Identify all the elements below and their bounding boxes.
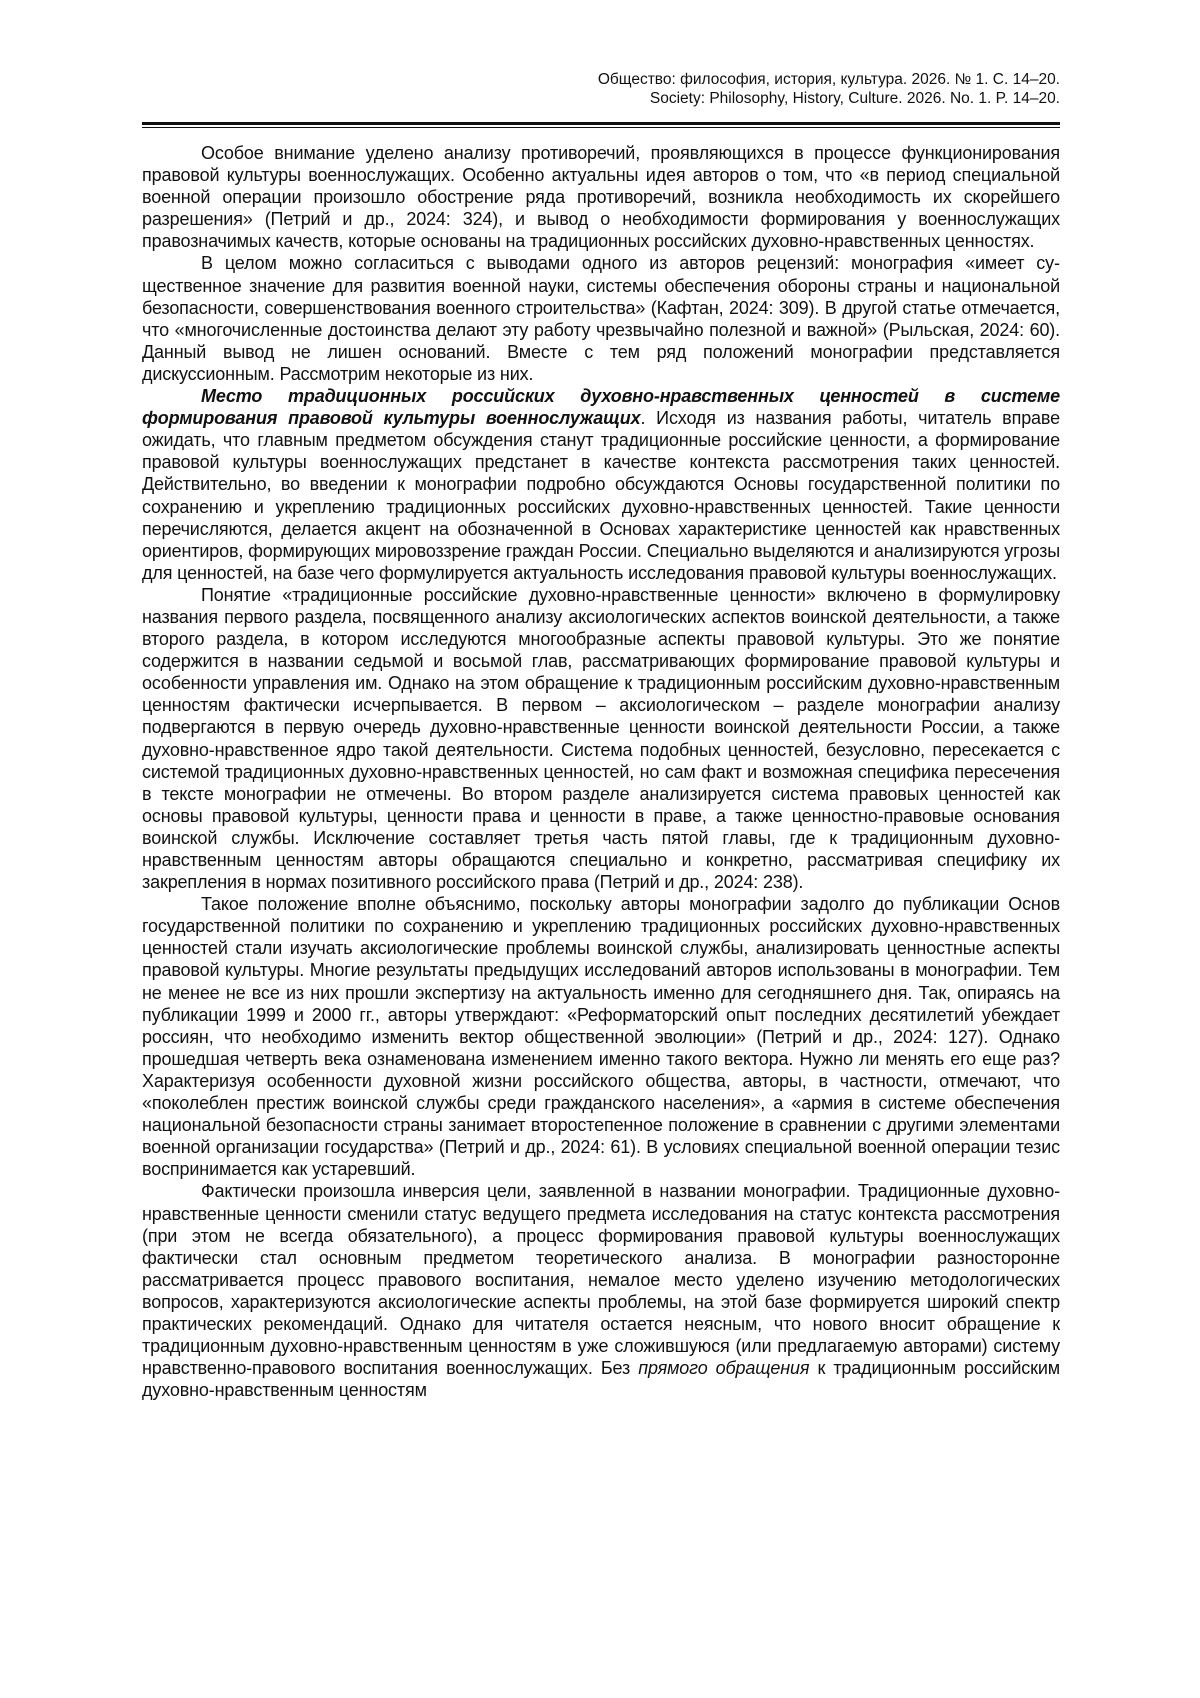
section-heading: Место традиционных российских духовно-нравственных ценностей в системе формирования правовой культуры военнослужащих (142, 386, 1060, 429)
paragraph: Понятие «традиционные российские духовно-нравственные ценности» включено в формулировку названия первого раздела, посвященного анализу аксиологических аспектов воинской деятельности, а также второго раздела, в котором исследуются многообразные аспекты правовой культуры. Это же понятие содержится в названии седьмой и восьмой глав, рассматривающих формирование правовой культуры и особенности управления им. Однако на этом обращение к традиционным российским духовно-нравственным ценностям фактически исчерпывается. В первом – аксиологическом – разделе монографии анализу подвергаются в первую очередь духовно-нравственные ценности воинской деятельности России, а также духовно-нравственное ядро такой деятельности. Система подобных ценностей, безусловно, пересекается с системой традиционных духовно-нравственных ценностей, но сам факт и возможная специфика пересечения в тексте монографии не отмечены. Во втором разделе анализируется система правовых ценностей как основы правовой культуры, ценности права и ценности в праве, а также ценностно-правовые основания воинской службы. Исключение составляет третья часть пятой главы, где к традиционным духовно-нравственным ценностям авторы обращаются специально и конкретно, рассматривая специфику их закрепления в нормах позитивного российского права (Петрий и др., 2024: 238). (142, 584, 1060, 893)
emphasis-text: прямого обращения (638, 1358, 810, 1379)
paragraph-text: к традиционным российским духовно-нравственным ценностям (142, 1358, 1060, 1401)
journal-citation-ru: Общество: философия, история, культура. 2026. № 1. С. 14–20. (597, 71, 1060, 88)
journal-citation-en: Society: Philosophy, History, Culture. 2026. No. 1. P. 14–20. (649, 90, 1060, 107)
paragraph: Такое положение вполне объяснимо, поскольку авторы монографии задолго до публикации Основ государственной политики по сохранению и укреплению традиционных российских духовно-нравственных ценностей стали изучать аксиологические проблемы воинской службы, анализировать ценностные аспекты правовой культуры. Многие результаты предыдущих исследований авторов использованы в монографии. Тем не менее не все из них прошли экспертизу на актуальность именно для сегодняшнего дня. Так, опираясь на публикации 1999 и 2000 гг., авторы утверждают: «Реформаторский опыт последних десятилетий убеждает россиян, что необходимо изменить вектор общественной эволюции» (Петрий и др., 2024: 127). Однако прошедшая четверть века ознаменована изменением именно такого вектора. Нужно ли менять его еще раз? Характеризуя особенности духовной жизни российского общества, авторы, в частности, отмечают, что «поколеблен престиж воинской службы среди гражданского населения», а «армия в системе обеспечения национальной безопасности страны занимает второстепенное положение в сравнении с другими элементами военной организации государства» (Петрий и др., 2024: 61). В условиях специальной военной операции тезис воспринимается как устаревший. (142, 894, 1060, 1180)
header-divider (142, 122, 1060, 125)
paragraph-text: Фактически произошла инверсия цели, заявленной в названии монографии. Традиционные духовно-нравственные ценности сменили статус ведущего предмета исследования на статус контекста рассмотрения (при этом не всегда обязательного), а процесс формирования правовой культуры военнослужащих фактически стал основным предметом теоретического анализа. В монографии разносторонне рассматривается процесс правового воспитания, немалое место уделено изучению методологических вопросов, характеризуются аксиологические аспекты проблемы, на этой базе формируется широкий спектр практических рекомендаций. Однако для читателя остается неясным, что нового вносит обращение к традиционным духовно-нравственным ценностям в уже сложившуюся (или предлагаемую авторами) систему нравственно-правового воспитания военнослужащих. Без (142, 1181, 1060, 1379)
paragraph: Особое внимание уделено анализу противоречий, проявляющихся в процессе функционирования правовой культуры военнослужащих. Особенно актуальны идея авторов о том, что «в период специальной военной операции произошло обострение ряда противоречий, возникла необходимость их скорейшего разрешения» (Петрий и др., 2024: 324), и вывод о необходимости формирования у военнослужащих правозначимых качеств, которые основаны на традиционных российских духовно-нравственных ценностях. (142, 143, 1060, 252)
paragraph (142, 1180, 1060, 1401)
paragraph (142, 385, 1060, 584)
running-header (142, 70, 1060, 108)
paragraph-text: . Исходя из названия работы, читатель вправе ожидать, что главным предметом обсуждения станут традиционные российские ценности, а формирование правовой культуры военнослужащих предстанет в качестве контекста рассмотрения таких ценностей. Действительно, во введении к монографии подробно обсуждаются Основы государственной политики по сохранению и укреплению традиционных российских духовно-нравственных ценностей. Такие ценности перечисляются, делается акцент на обозначенной в Основах характеристике ценностей как нравственных ориентиров, формирующих мировоззрение граждан России. Специально выделяются и анализируются угрозы для ценностей, на базе чего формулируется актуальность исследования правовой культуры военнослужащих. (142, 408, 1060, 583)
article-body (142, 142, 1060, 1401)
paragraph: В целом можно согласиться с выводами одного из авторов рецензий: монография «имеет существенное значение для развития военной науки, системы обеспечения обороны страны и национальной безопасности, совершенствования военного строительства» (Кафтан, 2024: 309). В другой статье отмечается, что «многочисленные достоинства делают эту работу чрезвычайно полезной и важной» (Рыльская, 2024: 60). Данный вывод не лишен оснований. Вместе с тем ряд положений монографии представляется дискуссионным. Рассмотрим некоторые из них. (142, 253, 1060, 384)
